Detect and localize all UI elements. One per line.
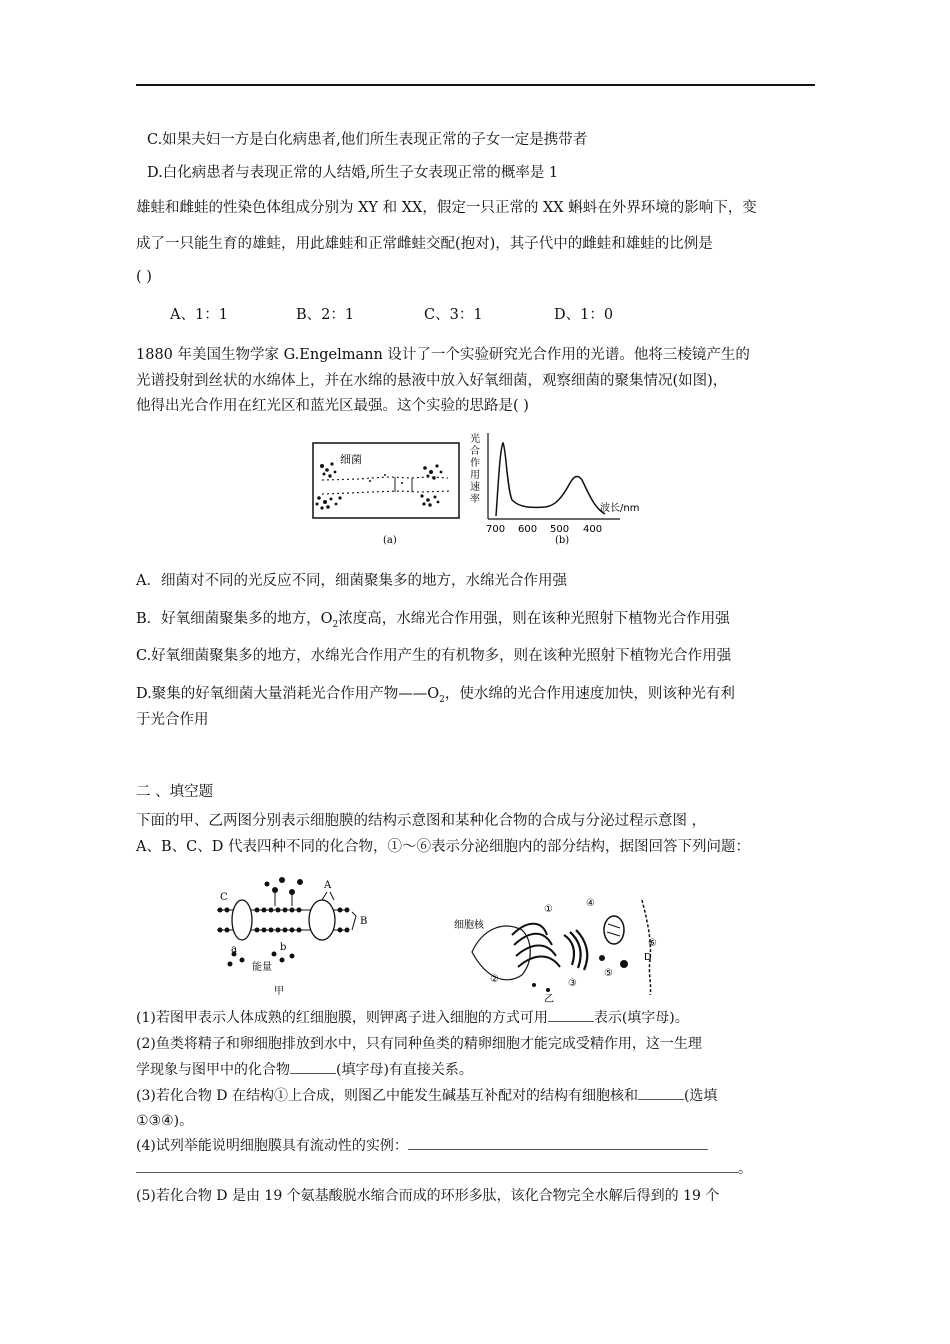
svg-text:用: 用 <box>470 470 480 481</box>
svg-text:500: 500 <box>550 524 570 535</box>
frog-option-a: A、1：1 <box>170 307 228 323</box>
secretion-labels <box>454 898 657 1005</box>
frog-option-c: C、3：1 <box>424 307 483 323</box>
svg-text:光: 光 <box>470 434 480 445</box>
absorption-curve <box>496 443 605 516</box>
prev-option-d: D.白化病患者与表现正常的人结婚,所生子女表现正常的概率是 1 <box>147 165 559 181</box>
svg-text:b: b <box>280 942 287 953</box>
question-4-cont: 。 <box>136 1158 752 1178</box>
svg-text:C: C <box>220 892 228 903</box>
nucleus-outline <box>472 926 530 980</box>
svg-text:作: 作 <box>470 458 480 469</box>
svg-text:600: 600 <box>518 524 538 535</box>
frog-option-b: B、2：1 <box>296 307 355 323</box>
prev-option-c: C.如果夫妇一方是白化病患者,他们所生表现正常的子女一定是携带者 <box>147 132 588 148</box>
carrier-protein <box>309 900 335 940</box>
svg-text:④: ④ <box>586 898 595 909</box>
question-5: (5)若化合物 D 是由 19 个氨基酸脱水缩合而成的环形多肽，该化合物完全水解后得到的 19 个 <box>136 1188 720 1204</box>
svg-text:速: 速 <box>470 482 480 493</box>
section-intro-line1: 下面的甲、乙两图分别表示细胞膜的结构示意图和某种化合物的合成与分泌过程示意图 ， <box>136 813 707 829</box>
panel-a-frame <box>313 443 459 518</box>
engelmann-option-d-cont: 于光合作用 <box>136 712 209 728</box>
engelmann-option-c: C.好氧细菌聚集多的地方，水绵光合作用产生的有机物多，则在该种光照射下植物光合作用强 <box>136 648 732 664</box>
svg-text:②: ② <box>490 974 499 985</box>
svg-text:率: 率 <box>470 494 480 505</box>
frog-question-line2: 成了一只能生育的雄蛙，用此雄蛙和正常雌蛙交配(抱对)，其子代中的雌蛙和雄蛙的比例是 <box>136 236 713 252</box>
answer-blank-1[interactable] <box>548 1007 594 1022</box>
bacteria-label: 细菌 <box>340 453 362 466</box>
x-axis-label: 波长/nm <box>600 503 640 514</box>
engelmann-line3: 他得出光合作用在红光区和蓝光区最强。这个实验的思路是( ) <box>136 398 529 414</box>
section-intro-line2: A、B、C、D 代表四种不同的化合物，①～⑥表示分泌细胞内的部分结构，据图回答下列问题： <box>136 839 750 855</box>
engelmann-figure <box>300 428 660 550</box>
glycoprotein-chains <box>275 892 292 906</box>
caption-a: (a) <box>383 535 397 546</box>
question-2-line1: (2)鱼类将精子和卵细胞排放到水中，只有同种鱼类的精卵细胞才能完成受精作用，这一生理 <box>136 1036 702 1052</box>
frog-question-line3: ( ) <box>136 269 152 285</box>
spirogyra-filament <box>322 477 448 480</box>
frog-question-line1: 雄蛙和雌蛙的性染色体组成分别为 XY 和 XX，假定一只正常的 XX 蝌蚪在外界环境的影响下，变 <box>136 200 757 216</box>
svg-text:400: 400 <box>583 524 603 535</box>
question-3-line1: (3)若化合物 D 在结构①上合成，则图乙中能发生碱基互补配对的结构有细胞核和 (选填 <box>136 1085 717 1105</box>
svg-text:甲: 甲 <box>274 986 284 997</box>
spirogyra-filament-2 <box>322 491 450 494</box>
engelmann-option-b: B．好氧细菌聚集多的地方，$O_2$浓度高，水绵光合作用强，则在该种光照射下植物光合作用强 <box>136 611 730 630</box>
header-rule <box>136 84 815 86</box>
svg-text:D: D <box>644 952 652 963</box>
answer-blank-4a[interactable] <box>408 1135 708 1150</box>
svg-text:能量: 能量 <box>252 962 272 973</box>
engelmann-line1: 1880 年美国生物学家 G.Engelmann 设计了一个实验研究光合作用的光谱。他将三棱镜产生的 <box>136 347 750 363</box>
caption-b: (b) <box>555 535 570 546</box>
svg-text:⑥: ⑥ <box>648 938 657 949</box>
answer-blank-2[interactable] <box>290 1059 336 1074</box>
svg-text:a: a <box>231 944 237 955</box>
question-1: (1)若图甲表示人体成熟的红细胞膜，则钾离子进入细胞的方式可用 表示(填字母)。 <box>136 1007 689 1027</box>
svg-text:⑤: ⑤ <box>604 968 613 979</box>
golgi <box>564 930 587 970</box>
svg-text:700: 700 <box>486 524 506 535</box>
svg-text:B: B <box>360 916 368 927</box>
answer-blank-3[interactable] <box>638 1085 684 1100</box>
svg-text:细胞核: 细胞核 <box>454 920 484 931</box>
bacteria-dots <box>316 462 443 509</box>
mitochondrion <box>604 916 624 944</box>
svg-text:A: A <box>324 880 332 891</box>
svg-text:③: ③ <box>568 978 577 989</box>
frog-option-d: D、1：0 <box>554 307 614 323</box>
endoplasmic-reticulum <box>512 924 560 967</box>
filament-links <box>395 477 412 492</box>
question-4: (4)试列举能说明细胞膜具有流动性的实例： <box>136 1135 708 1155</box>
x-ticks <box>486 524 602 535</box>
engelmann-line2: 光谱投射到丝状的水绵体上，并在水绵的悬液中放入好氧细菌，观察细菌的聚集情况(如图)， <box>136 373 728 389</box>
membrane-figure-jia <box>212 872 372 997</box>
channel-protein <box>232 900 252 940</box>
engelmann-option-a: A．细菌对不同的光反应不同，细菌聚集多的地方，水绵光合作用强 <box>136 573 567 589</box>
engelmann-option-d: D.聚集的好氧细菌大量消耗光合作用产物$——O_2$，使水绵的光合作用速度加快，则该种光有利 <box>136 686 735 705</box>
answer-blank-4b[interactable] <box>136 1158 738 1173</box>
section-title: 二 、填空题 <box>136 784 214 800</box>
engelmann-figure-svg <box>300 428 660 550</box>
svg-text:乙: 乙 <box>544 994 554 1005</box>
y-axis-label <box>470 432 480 505</box>
question-3-line2: ①③④)。 <box>136 1113 194 1129</box>
svg-text:①: ① <box>544 904 553 915</box>
svg-text:合: 合 <box>470 446 480 457</box>
question-2-line2: 学现象与图甲中的化合物 (填字母)有直接关系。 <box>136 1059 473 1079</box>
secretion-figure-yi <box>452 890 682 1005</box>
